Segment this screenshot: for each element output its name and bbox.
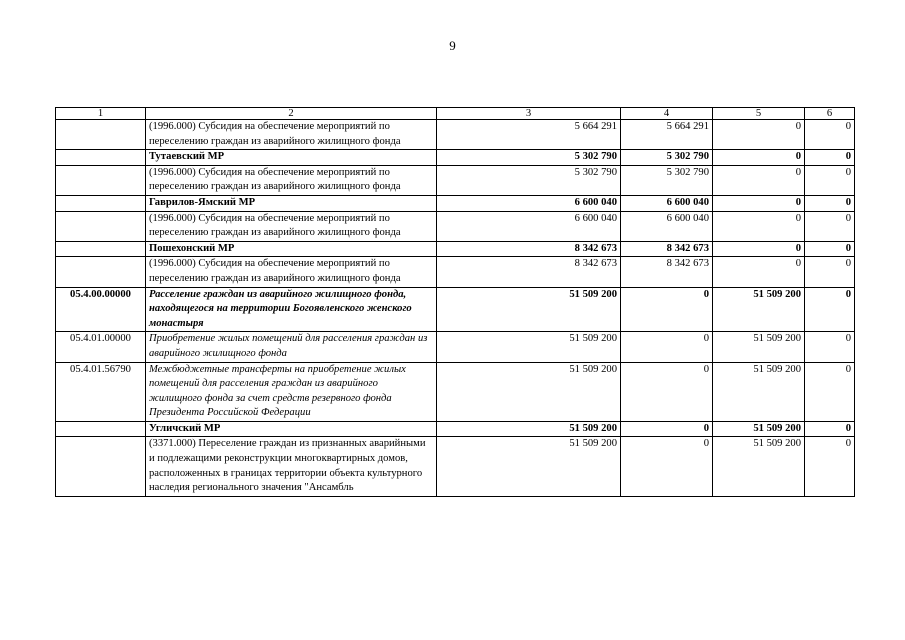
row-name-cell: Угличский МР (146, 421, 437, 437)
row-value-cell: 0 (805, 257, 855, 287)
row-code-cell (56, 241, 146, 257)
row-name-cell: (3371.000) Переселение граждан из признанных аварийными и подлежащими реконструкции многоквартирных домов, расположенных в границах территории объекта культурного наследия регионального значения "Ансамбль (146, 437, 437, 496)
row-value-cell: 0 (621, 437, 713, 496)
row-name-cell: (1996.000) Субсидия на обеспечение мероприятий по переселению граждан из аварийного жилищного фонда (146, 211, 437, 241)
row-value-cell: 0 (621, 287, 713, 332)
row-value-cell: 0 (805, 437, 855, 496)
row-value-cell: 0 (805, 287, 855, 332)
column-header: 3 (437, 108, 621, 120)
row-value-cell: 51 509 200 (713, 362, 805, 421)
table-row (56, 332, 855, 362)
row-value-cell: 0 (713, 211, 805, 241)
row-value-cell: 0 (805, 120, 855, 150)
row-value-cell: 0 (713, 241, 805, 257)
row-code-cell (56, 195, 146, 211)
row-value-cell: 51 509 200 (437, 287, 621, 332)
table-header-row (56, 108, 855, 120)
row-name-cell: Межбюджетные трансферты на приобретение жилых помещений для расселения граждан из аварийного жилищного фонда за счет средств резервного фонда Президента Российской Федерации (146, 362, 437, 421)
row-code-cell: 05.4.00.00000 (56, 287, 146, 332)
table-row (56, 287, 855, 332)
row-value-cell: 0 (713, 165, 805, 195)
row-code-cell (56, 120, 146, 150)
row-value-cell: 5 302 790 (437, 150, 621, 166)
row-value-cell: 5 664 291 (437, 120, 621, 150)
table-row (56, 150, 855, 166)
row-code-cell (56, 257, 146, 287)
row-name-cell: (1996.000) Субсидия на обеспечение мероприятий по переселению граждан из аварийного жилищного фонда (146, 165, 437, 195)
row-name-cell: Приобретение жилых помещений для расселения граждан из аварийного жилищного фонда (146, 332, 437, 362)
row-value-cell: 0 (805, 195, 855, 211)
column-header: 4 (621, 108, 713, 120)
row-value-cell: 51 509 200 (437, 437, 621, 496)
table-row (56, 165, 855, 195)
row-value-cell: 51 509 200 (713, 332, 805, 362)
row-value-cell: 6 600 040 (621, 195, 713, 211)
row-value-cell: 0 (621, 421, 713, 437)
row-code-cell: 05.4.01.00000 (56, 332, 146, 362)
row-value-cell: 8 342 673 (621, 241, 713, 257)
row-value-cell: 51 509 200 (713, 287, 805, 332)
page-number: 9 (449, 38, 456, 53)
row-name-cell: Тутаевский МР (146, 150, 437, 166)
row-code-cell (56, 437, 146, 496)
row-name-cell: (1996.000) Субсидия на обеспечение мероприятий по переселению граждан из аварийного жилищного фонда (146, 120, 437, 150)
row-name-cell: Гаврилов-Ямский МР (146, 195, 437, 211)
row-code-cell: 05.4.01.56790 (56, 362, 146, 421)
row-value-cell: 0 (805, 421, 855, 437)
row-value-cell: 8 342 673 (621, 257, 713, 287)
row-value-cell: 6 600 040 (621, 211, 713, 241)
row-value-cell: 8 342 673 (437, 241, 621, 257)
row-value-cell: 0 (621, 362, 713, 421)
row-value-cell: 5 302 790 (621, 150, 713, 166)
column-header: 6 (805, 108, 855, 120)
table-row (56, 421, 855, 437)
row-value-cell: 51 509 200 (713, 421, 805, 437)
row-value-cell: 0 (805, 211, 855, 241)
row-value-cell: 0 (713, 257, 805, 287)
column-header: 2 (146, 108, 437, 120)
row-value-cell: 0 (805, 362, 855, 421)
row-value-cell: 5 664 291 (621, 120, 713, 150)
table-row (56, 241, 855, 257)
row-value-cell: 51 509 200 (437, 332, 621, 362)
table-row (56, 362, 855, 421)
row-name-cell: Пошехонский МР (146, 241, 437, 257)
row-name-cell: (1996.000) Субсидия на обеспечение мероприятий по переселению граждан из аварийного жилищного фонда (146, 257, 437, 287)
row-code-cell (56, 150, 146, 166)
row-value-cell: 5 302 790 (621, 165, 713, 195)
row-value-cell: 51 509 200 (437, 421, 621, 437)
row-value-cell: 0 (621, 332, 713, 362)
row-value-cell: 6 600 040 (437, 195, 621, 211)
row-value-cell: 8 342 673 (437, 257, 621, 287)
row-name-cell: Расселение граждан из аварийного жилищного фонда, находящегося на территории Богоявленского женского монастыря (146, 287, 437, 332)
row-value-cell: 51 509 200 (713, 437, 805, 496)
table-row (56, 437, 855, 496)
column-header: 1 (56, 108, 146, 120)
row-value-cell: 0 (805, 150, 855, 166)
row-code-cell (56, 421, 146, 437)
row-value-cell: 5 302 790 (437, 165, 621, 195)
column-header: 5 (713, 108, 805, 120)
row-value-cell: 0 (805, 165, 855, 195)
table-row (56, 257, 855, 287)
row-code-cell (56, 211, 146, 241)
row-value-cell: 0 (713, 195, 805, 211)
table-row (56, 195, 855, 211)
row-value-cell: 0 (713, 120, 805, 150)
row-value-cell: 0 (713, 150, 805, 166)
row-value-cell: 51 509 200 (437, 362, 621, 421)
row-value-cell: 6 600 040 (437, 211, 621, 241)
table-row (56, 211, 855, 241)
row-code-cell (56, 165, 146, 195)
row-value-cell: 0 (805, 332, 855, 362)
row-value-cell: 0 (805, 241, 855, 257)
budget-table (55, 107, 855, 497)
table-row (56, 120, 855, 150)
